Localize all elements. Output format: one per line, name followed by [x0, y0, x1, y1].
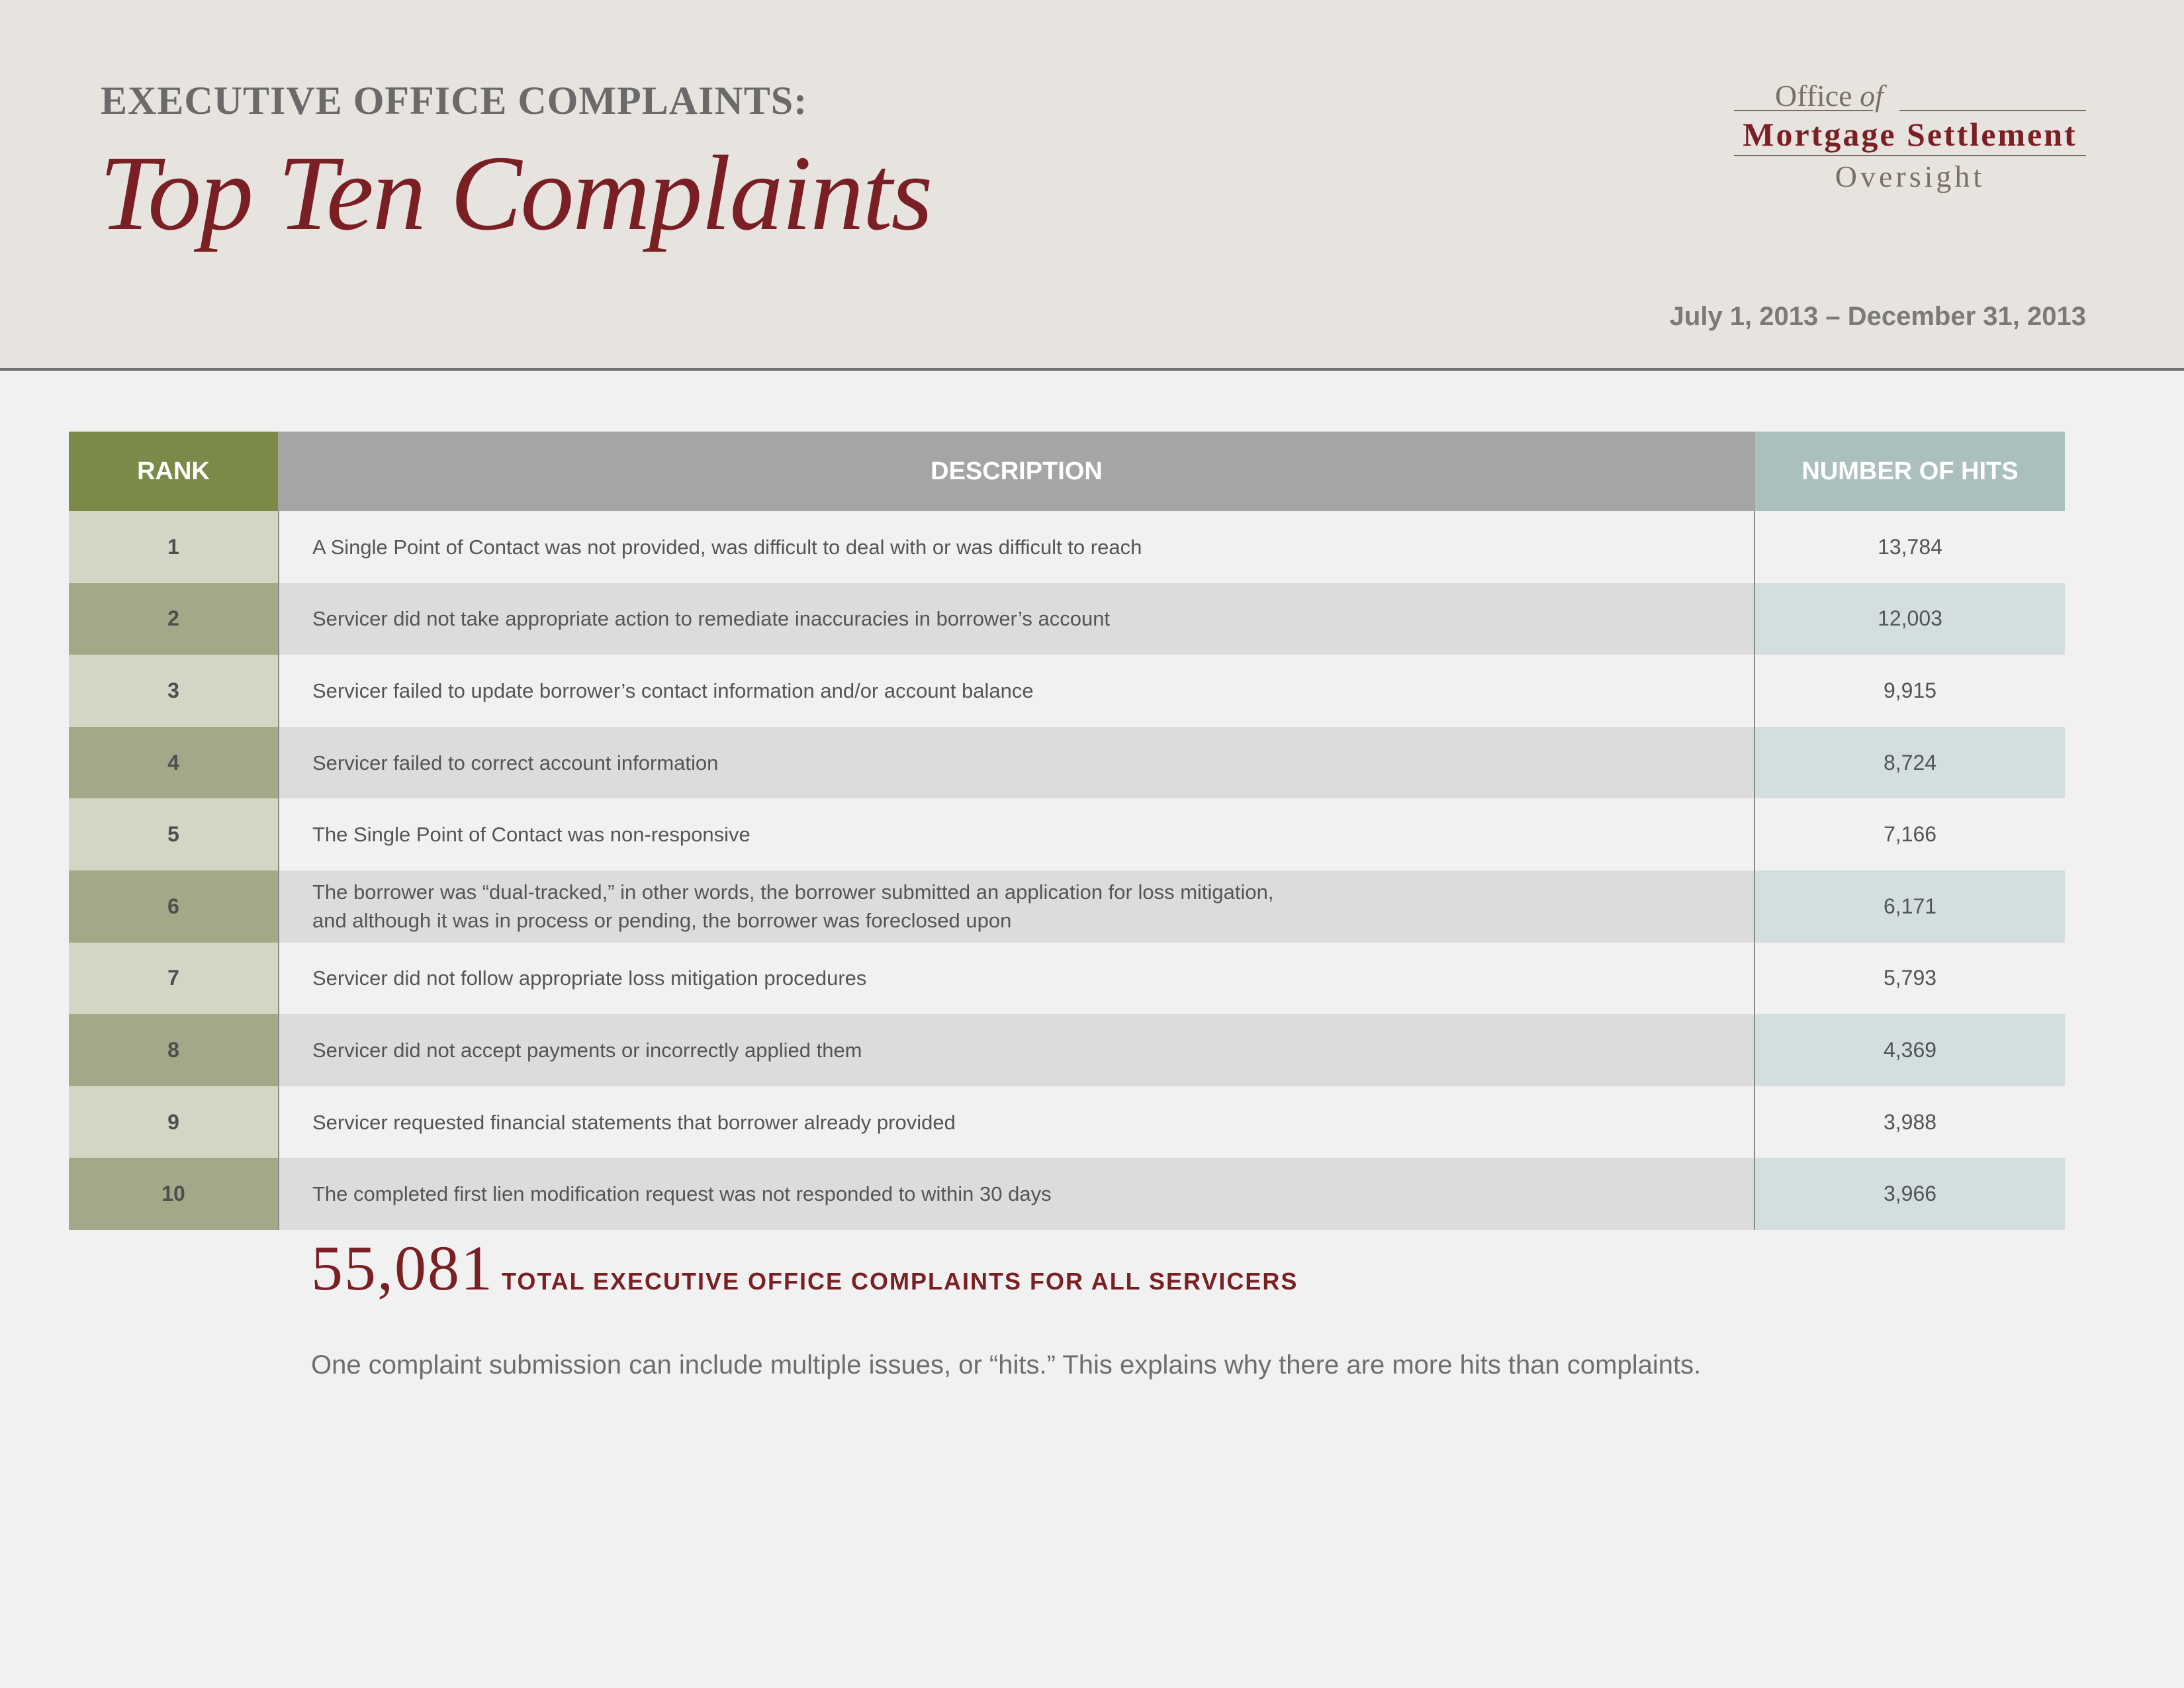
- table-row: [69, 511, 2065, 583]
- rank-cell: 9: [69, 1086, 278, 1158]
- page-header: [0, 0, 2184, 371]
- description-cell: Servicer did not follow appropriate loss mitigation procedures: [278, 943, 1755, 1015]
- description-cell: Servicer requested financial statements that borrower already provided: [278, 1086, 1755, 1158]
- hits-cell: 5,793: [1755, 943, 2065, 1015]
- rank-cell: 3: [69, 655, 278, 727]
- column-header-description: DESCRIPTION: [278, 432, 1755, 511]
- table-row: [69, 1086, 2065, 1158]
- total-label: TOTAL EXECUTIVE OFFICE COMPLAINTS FOR ALL SERVICERS: [502, 1268, 1298, 1295]
- hits-cell: 3,966: [1755, 1158, 2065, 1230]
- logo-top-line: [1734, 73, 2086, 111]
- table-header: [69, 432, 2065, 511]
- table-row: [69, 727, 2065, 799]
- hits-cell: 6,171: [1755, 870, 2065, 943]
- hits-cell: 3,988: [1755, 1086, 2065, 1158]
- description-cell: Servicer did not take appropriate action to remediate inaccuracies in borrower’s account: [278, 583, 1755, 655]
- column-header-rank: RANK: [69, 432, 278, 511]
- rank-cell: 10: [69, 1158, 278, 1230]
- description-cell: The completed first lien modification request was not responded to within 30 days: [278, 1158, 1755, 1230]
- rank-cell: 5: [69, 798, 278, 870]
- table-row: [69, 870, 2065, 943]
- hits-cell: 9,915: [1755, 655, 2065, 727]
- table-row: [69, 943, 2065, 1015]
- complaints-table: [69, 432, 2065, 1230]
- logo-rule-right: [1899, 110, 2086, 111]
- page-title: Top Ten Complaints: [99, 134, 932, 253]
- table-row: [69, 1014, 2065, 1086]
- table-row: [69, 583, 2065, 655]
- logo-oversight-text: Oversight: [1835, 160, 1985, 193]
- table-row: [69, 655, 2065, 727]
- rank-cell: 6: [69, 870, 278, 943]
- logo-mortgage-text: Mortgage Settlement: [1743, 116, 2077, 153]
- table-row: [69, 798, 2065, 870]
- office-logo: [1734, 73, 2086, 199]
- rank-cell: 4: [69, 727, 278, 799]
- footnote: One complaint submission can include multiple issues, or “hits.” This explains why there are more hits than complaints.: [311, 1350, 1702, 1380]
- total-number: 55,081: [311, 1233, 494, 1303]
- description-cell: Servicer did not accept payments or incorrectly applied them: [278, 1014, 1755, 1086]
- rank-cell: 1: [69, 511, 278, 583]
- description-cell: The borrower was “dual-tracked,” in other words, the borrower submitted an application for loss mitigation, and although it was in process or pending, the borrower was foreclosed upon: [278, 870, 1755, 943]
- rank-cell: 8: [69, 1014, 278, 1086]
- hits-cell: 4,369: [1755, 1014, 2065, 1086]
- column-header-hits: NUMBER OF HITS: [1755, 432, 2065, 511]
- description-cell: A Single Point of Contact was not provided, was difficult to deal with or was difficult to reach: [278, 511, 1755, 583]
- table-row: [69, 1158, 2065, 1230]
- hits-cell: 7,166: [1755, 798, 2065, 870]
- rank-cell: 2: [69, 583, 278, 655]
- page-supertitle: EXECUTIVE OFFICE COMPLAINTS:: [101, 79, 808, 122]
- date-range: July 1, 2013 – December 31, 2013: [1669, 302, 2086, 331]
- description-cell: Servicer failed to update borrower’s contact information and/or account balance: [278, 655, 1755, 727]
- logo-office-text: Office of: [1775, 79, 1884, 113]
- logo-rule-middle: [1734, 155, 2086, 156]
- table-body: [69, 511, 2065, 1230]
- hits-cell: 8,724: [1755, 727, 2065, 799]
- hits-cell: 12,003: [1755, 583, 2065, 655]
- rank-cell: 7: [69, 943, 278, 1015]
- description-cell: Servicer failed to correct account information: [278, 727, 1755, 799]
- total-complaints: [311, 1231, 1298, 1305]
- description-cell: The Single Point of Contact was non-responsive: [278, 798, 1755, 870]
- hits-cell: 13,784: [1755, 511, 2065, 583]
